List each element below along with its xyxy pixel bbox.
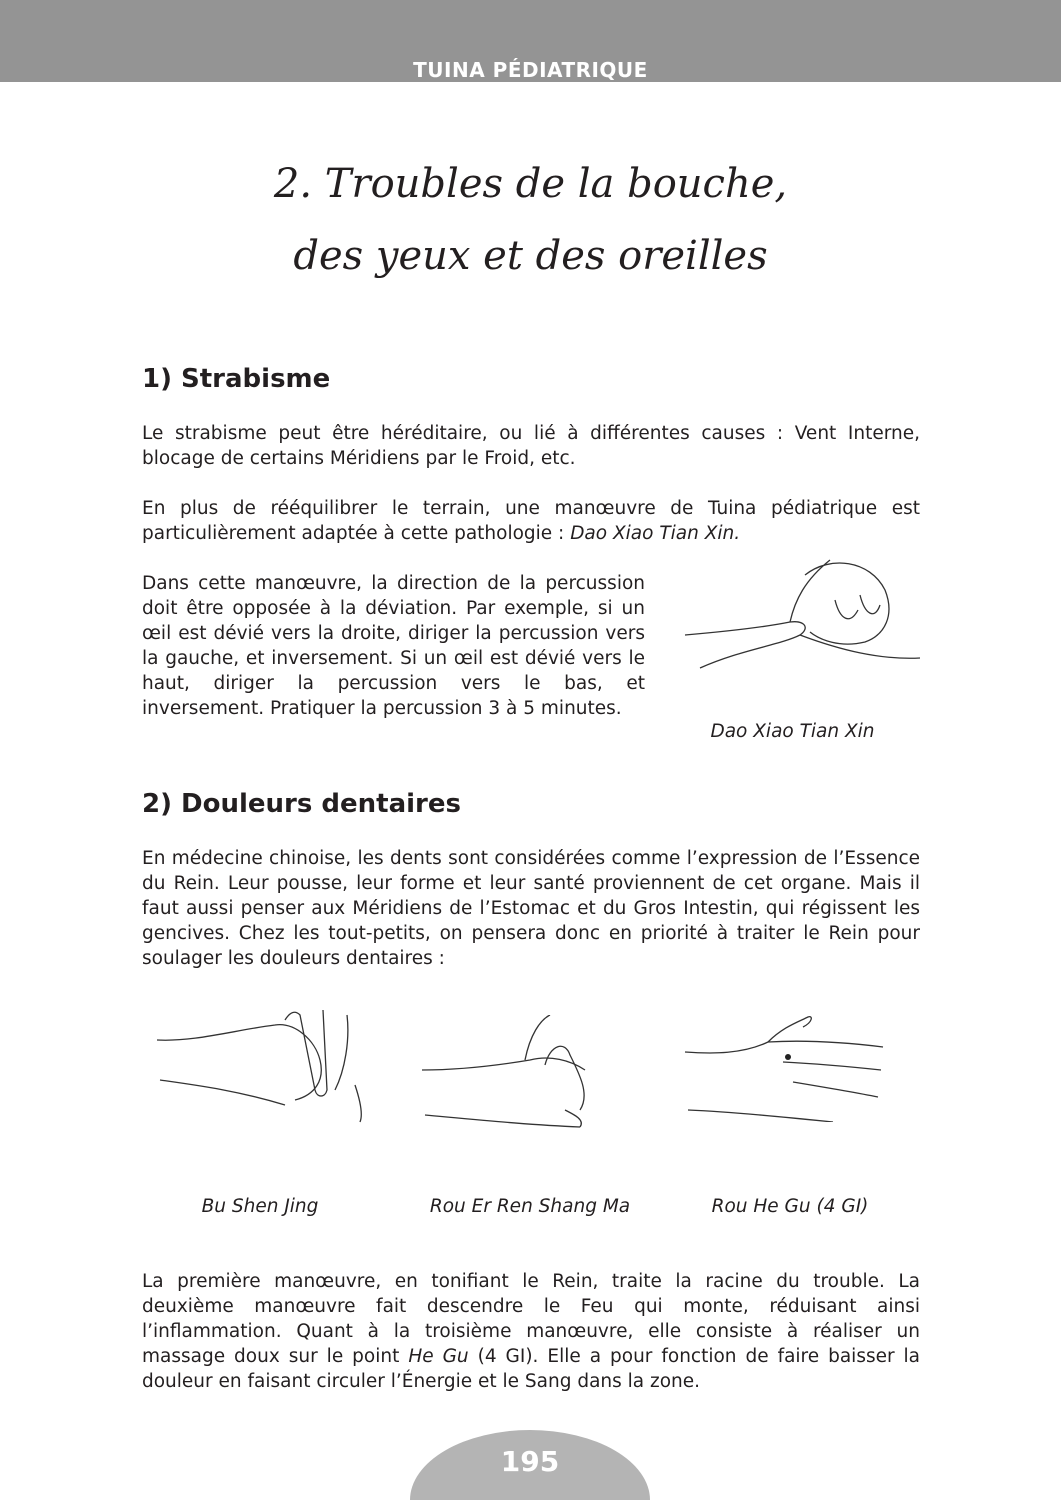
illustration-rou-he-gu [683,1012,893,1122]
caption: Bu Shen Jing [201,1196,319,1217]
technique-name: Dao Xiao Tian Xin. [570,523,741,544]
section-heading-douleurs-dentaires: 2) Douleurs dentaires [142,789,461,819]
chapter-title-line2: des yeux et des oreilles [293,233,768,279]
chapter-title [0,148,1061,292]
page-number: 195 [500,1445,560,1478]
illustration-bu-shen-jing [155,1010,365,1125]
paragraph: Le strabisme peut être héréditaire, ou lié à différentes causes : Vent Interne, blocage de certains Méridiens par le Froid, etc. [142,423,920,469]
text: (4 GI). Elle a pour fonction de faire baisser la douleur en faisant circuler l’Énergie et le Sang dans la zone. [142,1346,921,1392]
chapter-title-line1: 2. Troubles de la bouche, [273,161,788,207]
text: La première manœuvre, en tonifiant le Rein, traite la racine du trouble. La deuxième manœuvre fait descendre le Feu qui monte, réduisant ainsi l’inflammation. Quant à la troisième manœuvre, elle consiste à réaliser un massage doux sur le point [142,1271,920,1367]
paragraph: En médecine chinoise, les dents sont considérées comme l’expression de l’Essence du Rein. Leur pousse, leur forme et leur santé proviennent de cet organe. Mais il faut aussi penser aux Méridiens de l’Estomac et du Gros Intestin, qui régissent les gencives. Chez les tout-petits, on pensera donc en priorité à traiter le Rein pour soulager les douleurs dentaires : [142,848,920,969]
point-name: He Gu [408,1346,469,1367]
text: En plus de rééquilibrer le terrain, une manœuvre de Tuina pédiatrique est particulièrement adaptée à cette pathologie : [142,498,920,544]
caption: Dao Xiao Tian Xin [710,721,875,742]
section-heading-strabisme: 1) Strabisme [142,364,331,394]
caption: Rou Er Ren Shang Ma [429,1196,631,1217]
paragraph [142,1269,920,1394]
illustration-dao-xiao-tian-xin [680,550,920,685]
header-title: TUINA PÉDIATRIQUE [413,58,648,82]
paragraph [142,496,920,546]
illustration-rou-er-ren-shang-ma [420,1015,630,1135]
caption: Rou He Gu (4 GI) [711,1196,869,1217]
paragraph: Dans cette manœuvre, la direction de la percussion doit être opposée à la déviation. Par exemple, si un œil est dévié vers la droite, diriger la percussion vers la gauche, et inversement. Si un œil est dévié vers le haut, diriger la percussion vers le bas, et inversement. Pratiquer la percussion 3 à 5 minutes. [142,573,645,719]
